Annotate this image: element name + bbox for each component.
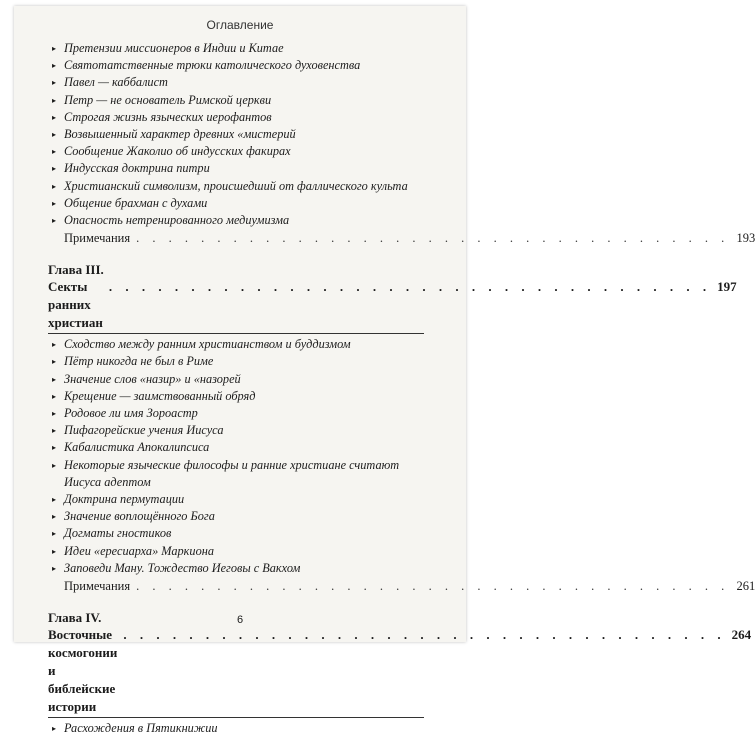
page-number: 6 (236, 614, 244, 626)
toc-item-label: Расхождения в Пятикнижии (64, 721, 218, 736)
toc-item[interactable] (48, 40, 424, 57)
triangle-bullet-icon: ▸ (52, 529, 57, 539)
triangle-bullet-icon: ▸ (52, 724, 57, 734)
toc-item-label: Опасность нетренированного медиумизма (64, 213, 290, 228)
leader-dots: . . . . . . . . . . . . . . . . . . . . . . . . . . . . . . . . . . . . . (108, 279, 712, 295)
triangle-bullet-icon: ▸ (52, 409, 57, 419)
toc-item[interactable] (48, 74, 424, 91)
toc-item-label: Заповеди Ману. Тождество Иеговы с Вакхом (64, 560, 301, 575)
toc-item-label: Павел — каббалист (64, 75, 168, 90)
toc-item-label: Идеи «ересиарха» Маркиона (64, 543, 214, 558)
running-head: Оглавление (206, 18, 274, 32)
toc-item-label: Догматы гностиков (64, 526, 172, 541)
toc-item[interactable] (48, 457, 424, 491)
triangle-bullet-icon: ▸ (52, 374, 57, 384)
toc-item-label: Святотатственные трюки католического духовенства (64, 58, 361, 73)
triangle-bullet-icon: ▸ (52, 147, 57, 157)
notes-page-number: 261 (736, 579, 755, 594)
triangle-bullet-icon: ▸ (52, 391, 57, 401)
toc-item-label: Пётр никогда не был в Риме (64, 354, 214, 369)
chapter-title: Восточные космогонии и библейские истории (48, 627, 118, 715)
chapter4-title-entry[interactable] (48, 626, 752, 718)
toc-item[interactable] (48, 109, 424, 126)
triangle-bullet-icon: ▸ (52, 61, 57, 71)
toc-item[interactable] (48, 195, 424, 212)
toc-item[interactable] (48, 371, 424, 388)
triangle-bullet-icon: ▸ (52, 495, 57, 505)
toc-item-label: Петр — не основатель Римской церкви (64, 92, 272, 107)
toc-item[interactable] (48, 543, 424, 560)
notes-page-number: 193 (736, 231, 755, 246)
toc-item[interactable] (48, 353, 424, 370)
toc-item[interactable] (48, 405, 424, 422)
toc-item[interactable] (48, 212, 424, 229)
toc-item[interactable] (48, 720, 424, 737)
triangle-bullet-icon: ▸ (52, 443, 57, 453)
section1-notes[interactable] (48, 229, 755, 247)
toc-item-label: Общение брахман с духами (64, 195, 208, 210)
toc-item-label: Возвышенный характер древних «мистерий (64, 127, 296, 142)
toc-item[interactable] (48, 160, 424, 177)
triangle-bullet-icon: ▸ (52, 357, 57, 367)
chapter4-label: Глава IV. (48, 610, 102, 626)
toc-item-label: Крещение — заимствованный обряд (64, 388, 256, 403)
leader-dots: . . . . . . . . . . . . . . . . . . . . . . . . . . . . . . . . . . . . . (136, 579, 730, 594)
triangle-bullet-icon: ▸ (52, 198, 57, 208)
toc-item[interactable] (48, 126, 424, 143)
triangle-bullet-icon: ▸ (52, 78, 57, 88)
chapter3-title-entry[interactable] (48, 278, 737, 334)
chapter-page-number: 264 (731, 627, 752, 643)
toc-item[interactable] (48, 422, 424, 439)
toc-item[interactable] (48, 143, 424, 160)
toc-item-label: Индусская доктрина питри (64, 161, 210, 176)
triangle-bullet-icon: ▸ (52, 130, 57, 140)
triangle-bullet-icon: ▸ (52, 181, 57, 191)
toc-item-label: Сообщение Жаколио об индусских факирах (64, 144, 291, 159)
triangle-bullet-icon: ▸ (52, 563, 57, 573)
chapter-page-number: 197 (717, 279, 737, 295)
notes-label: Примечания (64, 579, 131, 594)
book-page (14, 6, 755, 736)
toc-item[interactable] (48, 560, 424, 577)
toc-item-label: Сходство между ранним христианством и буддизмом (64, 337, 351, 352)
notes-label: Примечания (64, 231, 131, 246)
leader-dots: . . . . . . . . . . . . . . . . . . . . . . . . . . . . . . . . . . . . . (136, 231, 730, 246)
toc-item-label: Претензии миссионеров в Индии и Китае (64, 41, 284, 55)
triangle-bullet-icon: ▸ (52, 340, 57, 350)
toc-item-label: Пифагорейские учения Иисуса (64, 423, 224, 438)
toc-item-label: Доктрина пермутации (64, 492, 185, 507)
toc-item-label: Родовое ли имя Зороастр (64, 406, 198, 421)
chapter3-label: Глава III. (48, 262, 104, 278)
leader-dots: . . . . . . . . . . . . . . . . . . . . . . . . . . . . . . . . . . . . . (123, 627, 726, 643)
toc-item[interactable] (48, 508, 424, 525)
chapter-title: Секты ранних христиан (48, 279, 103, 331)
triangle-bullet-icon: ▸ (52, 95, 57, 105)
toc-item[interactable] (48, 388, 424, 405)
triangle-bullet-icon: ▸ (52, 164, 57, 174)
toc-item[interactable] (48, 92, 424, 109)
toc-item-label: Христианский символизм, происшедший от фаллического культа (64, 178, 408, 193)
toc-item[interactable] (48, 57, 424, 74)
triangle-bullet-icon: ▸ (52, 216, 57, 226)
toc-item-label: Строгая жизнь языческих иерофантов (64, 109, 272, 124)
triangle-bullet-icon: ▸ (52, 512, 57, 522)
toc-item-label: Кабалистика Апокалипсиса (64, 440, 210, 455)
section1-list (48, 40, 424, 229)
toc-item[interactable] (48, 178, 424, 195)
toc-item[interactable] (48, 491, 424, 508)
toc-item[interactable] (48, 439, 424, 456)
triangle-bullet-icon: ▸ (52, 112, 57, 122)
chapter4-list (48, 720, 424, 737)
triangle-bullet-icon: ▸ (52, 460, 57, 470)
triangle-bullet-icon: ▸ (52, 44, 57, 53)
toc-item-label: Некоторые языческие философы и ранние христиане считают Иисуса адептом (64, 457, 400, 489)
chapter3-notes[interactable] (48, 577, 755, 595)
triangle-bullet-icon: ▸ (52, 546, 57, 556)
triangle-bullet-icon: ▸ (52, 426, 57, 436)
toc-item-label: Значение воплощённого Бога (64, 509, 215, 524)
table-of-contents (48, 40, 755, 737)
toc-item-label: Значение слов «назир» и «назорей (64, 371, 241, 386)
chapter3-list (48, 336, 424, 577)
toc-item[interactable] (48, 525, 424, 542)
toc-item[interactable] (48, 336, 424, 353)
